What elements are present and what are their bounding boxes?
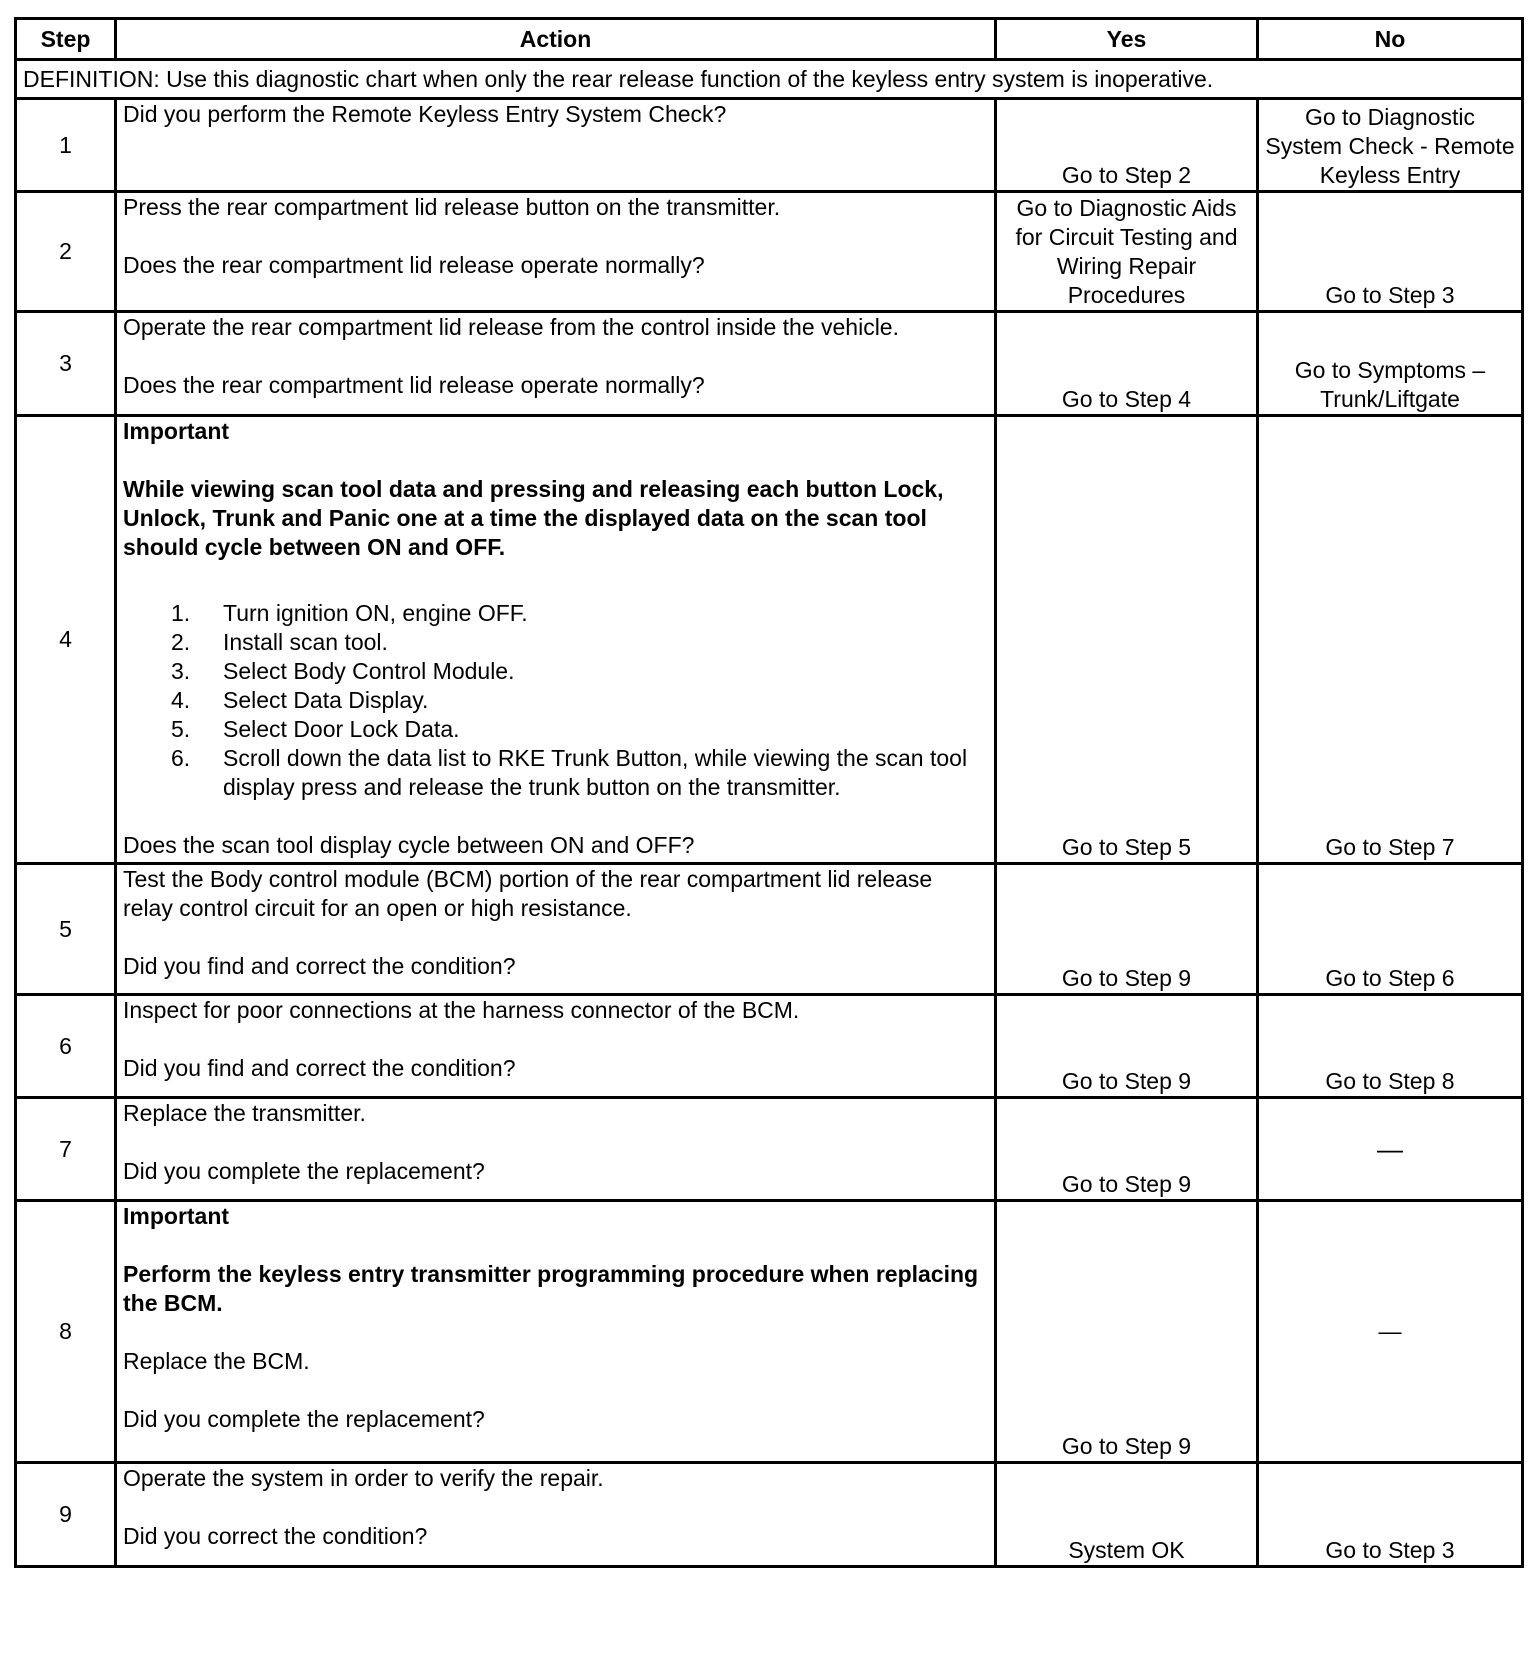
action-text: Operate the rear compartment lid release from the control inside the vehicle. (123, 314, 899, 340)
important-text: Perform the keyless entry transmitter programming procedure when replacing the BCM. (123, 1261, 979, 1316)
list-item: 1. Turn ignition ON, engine OFF. (171, 600, 528, 626)
table-row (16, 1098, 1523, 1201)
yes-cell: Go to Step 9 (996, 995, 1258, 1098)
step-number: 4 (16, 416, 116, 864)
header-no: No (1258, 19, 1523, 60)
no-cell: Go to Step 3 (1258, 1463, 1523, 1567)
header-action: Action (116, 19, 996, 60)
yes-cell: Go to Diagnostic Aids for Circuit Testing and Wiring Repair Procedures (996, 192, 1258, 312)
step-number: 8 (16, 1201, 116, 1463)
table-row (16, 192, 1523, 312)
action-text: Inspect for poor connections at the harness connector of the BCM. (123, 997, 800, 1023)
header-row (16, 19, 1523, 60)
no-cell: Go to Step 6 (1258, 864, 1523, 995)
action-question: Does the rear compartment lid release operate normally? (123, 372, 705, 398)
action-question: Does the scan tool display cycle between ON and OFF? (123, 832, 695, 858)
procedure-list (123, 599, 988, 802)
action-text: Replace the BCM. (123, 1348, 310, 1374)
action-cell (116, 995, 996, 1098)
action-question: Did you complete the replacement? (123, 1158, 485, 1184)
action-text: Press the rear compartment lid release button on the transmitter. (123, 194, 781, 220)
table-row (16, 312, 1523, 416)
table-row (16, 1201, 1523, 1463)
list-item: 3. Select Body Control Module. (171, 658, 515, 684)
action-question: Did you find and correct the condition? (123, 1055, 516, 1081)
table-row (16, 416, 1523, 864)
action-question: Does the rear compartment lid release operate normally? (123, 252, 705, 278)
step-number: 9 (16, 1463, 116, 1567)
no-cell: Go to Step 8 (1258, 995, 1523, 1098)
step-number: 6 (16, 995, 116, 1098)
action-text: Test the Body control module (BCM) portion of the rear compartment lid release relay control circuit for an open or high resistance. (123, 866, 933, 921)
header-yes: Yes (996, 19, 1258, 60)
table-row (16, 1463, 1523, 1567)
yes-cell: Go to Step 9 (996, 1098, 1258, 1201)
action-question: Did you correct the condition? (123, 1523, 428, 1549)
yes-cell: Go to Step 4 (996, 312, 1258, 416)
action-question: Did you find and correct the condition? (123, 953, 516, 979)
action-cell (116, 312, 996, 416)
no-cell: — (1258, 1098, 1523, 1201)
important-heading: Important (123, 418, 230, 444)
table-row (16, 99, 1523, 192)
action-cell (116, 1463, 996, 1567)
step-number: 3 (16, 312, 116, 416)
action-cell (116, 99, 996, 192)
action-cell (116, 864, 996, 995)
step-number: 2 (16, 192, 116, 312)
diagnostic-table (14, 17, 1524, 1568)
step-number: 5 (16, 864, 116, 995)
step-number: 7 (16, 1098, 116, 1201)
action-text: Operate the system in order to verify the repair. (123, 1465, 604, 1491)
yes-cell: System OK (996, 1463, 1258, 1567)
no-cell: Go to Symptoms – Trunk/Liftgate (1258, 312, 1523, 416)
definition-row (16, 60, 1523, 99)
action-text: Did you perform the Remote Keyless Entry System Check? (123, 101, 727, 127)
action-text: Replace the transmitter. (123, 1100, 366, 1126)
yes-cell: Go to Step 9 (996, 1201, 1258, 1463)
action-cell (116, 1098, 996, 1201)
important-heading: Important (123, 1203, 230, 1229)
yes-cell: Go to Step 5 (996, 416, 1258, 864)
no-cell: Go to Step 7 (1258, 416, 1523, 864)
table-row (16, 995, 1523, 1098)
definition-text: DEFINITION: Use this diagnostic chart when only the rear release function of the keyless entry system is inoperative. (16, 60, 1523, 99)
no-cell: — (1258, 1201, 1523, 1463)
action-question: Did you complete the replacement? (123, 1406, 485, 1432)
yes-cell: Go to Step 9 (996, 864, 1258, 995)
list-item: 5. Select Door Lock Data. (171, 716, 460, 742)
list-item: 4. Select Data Display. (171, 687, 429, 713)
step-number: 1 (16, 99, 116, 192)
important-text: While viewing scan tool data and pressing and releasing each button Lock, Unlock, Trunk and Panic one at a time the displayed data on the scan tool should cycle between ON and OFF. (123, 476, 944, 560)
action-cell (116, 192, 996, 312)
no-cell: Go to Step 3 (1258, 192, 1523, 312)
action-cell (116, 416, 996, 864)
no-cell: Go to Diagnostic System Check - Remote Keyless Entry (1258, 99, 1523, 192)
list-item: 6. Scroll down the data list to RKE Trunk Button, while viewing the scan tool display press and release the trunk button on the transmitter. (171, 745, 968, 800)
list-item: 2. Install scan tool. (171, 629, 388, 655)
header-step: Step (16, 19, 116, 60)
yes-cell: Go to Step 2 (996, 99, 1258, 192)
table-row (16, 864, 1523, 995)
action-cell (116, 1201, 996, 1463)
